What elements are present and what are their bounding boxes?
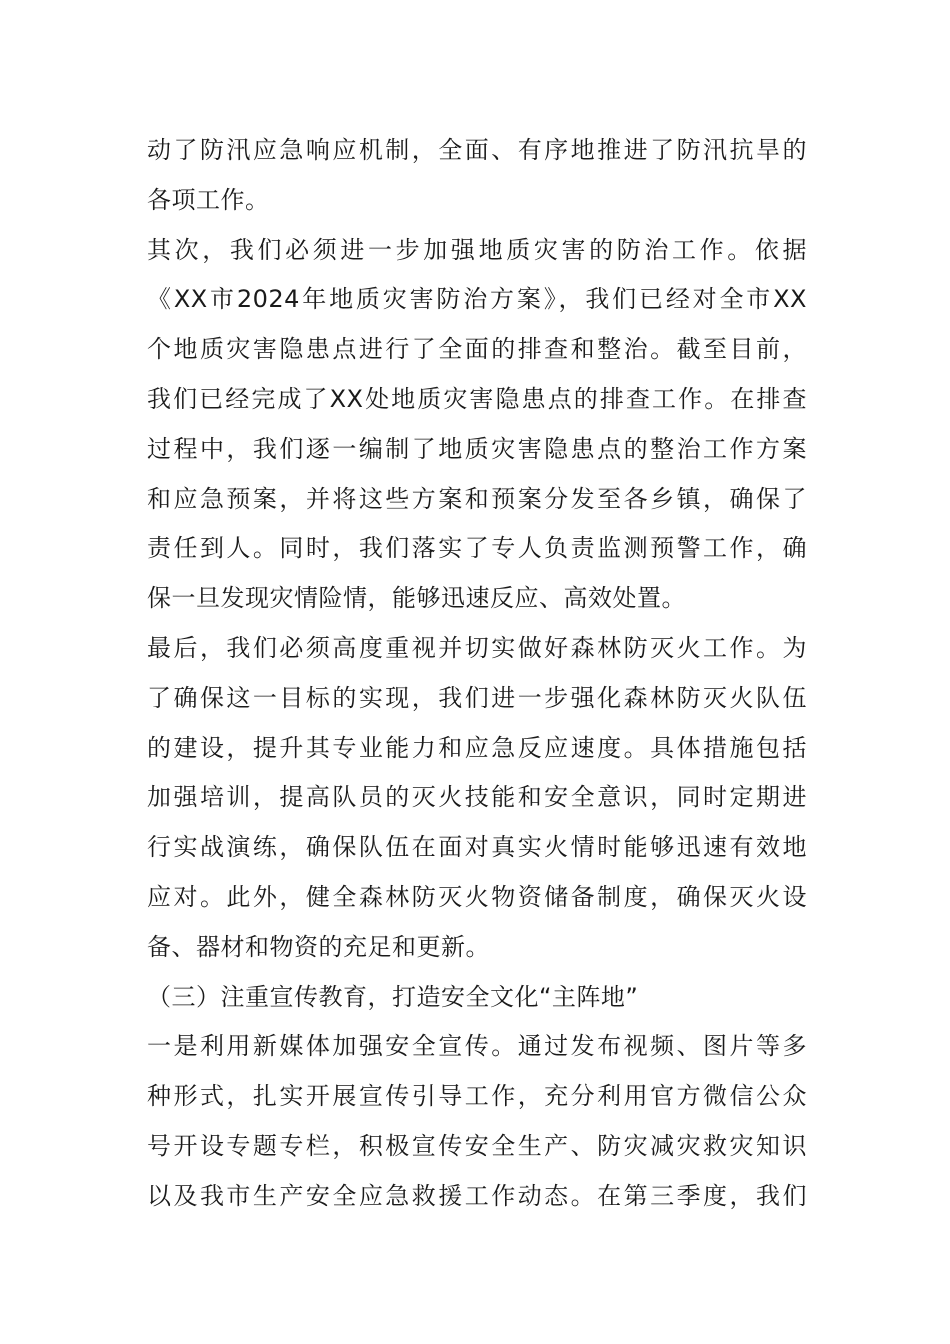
text-line: 过程中，我们逐一编制了地质灾害隐患点的整治工作方案	[147, 434, 807, 463]
text-line: 责任到人。同时，我们落实了专人负责监测预警工作，确	[147, 534, 807, 563]
text-line: 保一旦发现灾情险情，能够迅速反应、高效处置。	[147, 584, 686, 613]
text-line: 加强培训，提高队员的灭火技能和安全意识，同时定期进	[147, 783, 807, 812]
text-line: 个地质灾害隐患点进行了全面的排查和整治。截至目前，	[147, 335, 807, 364]
text-line: 种形式，扎实开展宣传引导工作，充分利用官方微信公众	[147, 1082, 807, 1111]
section-heading: （三）注重宣传教育，打造安全文化“主阵地”	[147, 982, 639, 1011]
text-line: 应对。此外，健全森林防灭火物资储备制度，确保灭火设	[147, 882, 807, 911]
text-line: 最后，我们必须高度重视并切实做好森林防灭火工作。为	[147, 633, 807, 662]
text-line: 我们已经完成了XX处地质灾害隐患点的排查工作。在排查	[147, 384, 807, 413]
text-line: 了确保这一目标的实现，我们进一步强化森林防灭火队伍	[147, 683, 807, 712]
text-line: 其次，我们必须进一步加强地质灾害的防治工作。依据	[147, 235, 807, 264]
text-line: 的建设，提升其专业能力和应急反应速度。具体措施包括	[147, 733, 807, 762]
text-line: 行实战演练，确保队伍在面对真实火情时能够迅速有效地	[147, 833, 807, 862]
text-line: 号开设专题专栏，积极宣传安全生产、防灾减灾救灾知识	[147, 1131, 807, 1160]
text-line: 动了防汛应急响应机制，全面、有序地推进了防汛抗旱的	[147, 136, 807, 164]
text-line: 一是利用新媒体加强安全宣传。通过发布视频、图片等多	[147, 1032, 807, 1061]
text-line: 备、器材和物资的充足和更新。	[147, 932, 490, 961]
text-line: 和应急预案，并将这些方案和预案分发至各乡镇，确保了	[147, 484, 807, 513]
text-line: 各项工作。	[147, 185, 270, 214]
text-line: 《XX市2024年地质灾害防治方案》，我们已经对全市XX	[147, 285, 807, 314]
text-line: 以及我市生产安全应急救援工作动态。在第三季度，我们	[147, 1181, 807, 1210]
document-body	[147, 126, 807, 1222]
